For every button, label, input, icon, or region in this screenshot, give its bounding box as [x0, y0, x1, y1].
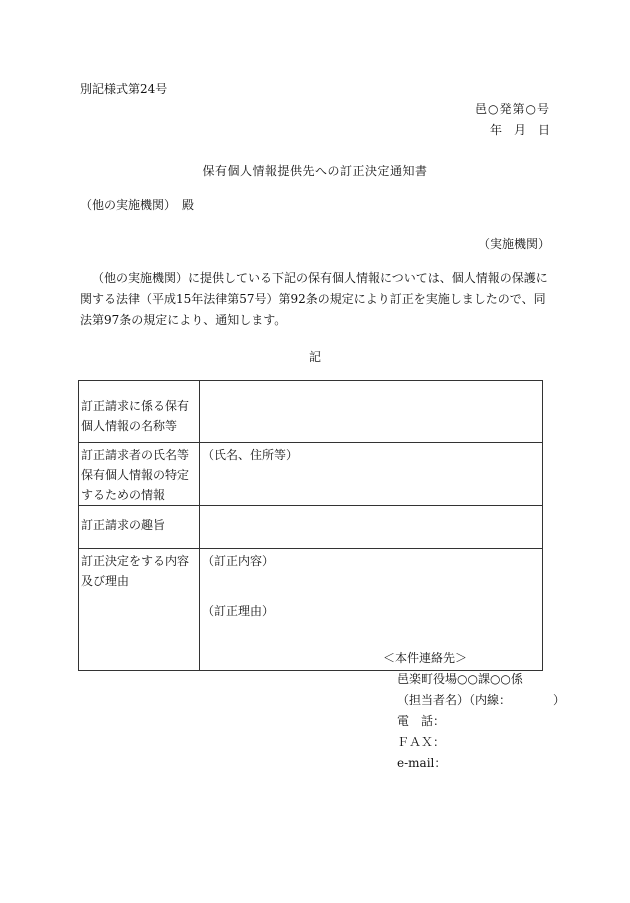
table-row	[79, 381, 543, 443]
row-label: 訂正決定をする内容及び理由	[81, 554, 190, 588]
addressee: （他の実施機関） 殿	[80, 198, 195, 212]
table-row	[79, 506, 543, 549]
row-label-cell	[79, 443, 200, 506]
contact-person: （担当者名）（内線： ）	[397, 693, 566, 707]
document-number: 邑○発第○号	[475, 102, 550, 116]
contact-heading: ＜本件連絡先＞	[383, 651, 468, 665]
contact-fax: ＦＡＸ：	[397, 735, 446, 749]
row-label-cell	[79, 549, 200, 671]
contact-office: 邑楽町役場○○課○○係	[397, 672, 523, 686]
table-row	[79, 443, 543, 506]
document-date: 年 月 日	[489, 123, 550, 137]
body-paragraph: （他の実施機関）に提供している下記の保有個人情報については、個人情報の保護に関する法律（平成15年法律第57号）第92条の規定により訂正を実施しましたので、同法第97条の規定により、通知します。	[80, 271, 548, 327]
row-value-cell	[200, 443, 543, 506]
correction-content-label: （訂正内容）	[202, 554, 275, 568]
row-value-cell	[200, 506, 543, 549]
document-title: 保有個人情報提供先への訂正決定通知書	[202, 164, 428, 178]
row-label: 訂正請求に係る保有個人情報の名称等	[81, 399, 190, 433]
sender: （実施機関）	[477, 237, 550, 251]
form-number: 別記様式第24号	[80, 82, 168, 96]
row-value: （氏名、住所等）	[202, 448, 299, 462]
detail-table	[78, 380, 543, 671]
row-label: 訂正請求の趣旨	[81, 518, 166, 532]
row-value-cell	[200, 381, 543, 443]
row-label-cell	[79, 381, 200, 443]
row-label: 訂正請求者の氏名等保有個人情報の特定するための情報	[81, 448, 190, 502]
spacer	[202, 571, 540, 601]
contact-email: e-mail：	[397, 756, 447, 770]
contact-block	[383, 648, 565, 774]
ki-heading: 記	[308, 350, 321, 364]
row-label-cell	[79, 506, 200, 549]
correction-reason-label: （訂正理由）	[202, 604, 275, 618]
contact-phone: 電 話：	[397, 714, 446, 728]
